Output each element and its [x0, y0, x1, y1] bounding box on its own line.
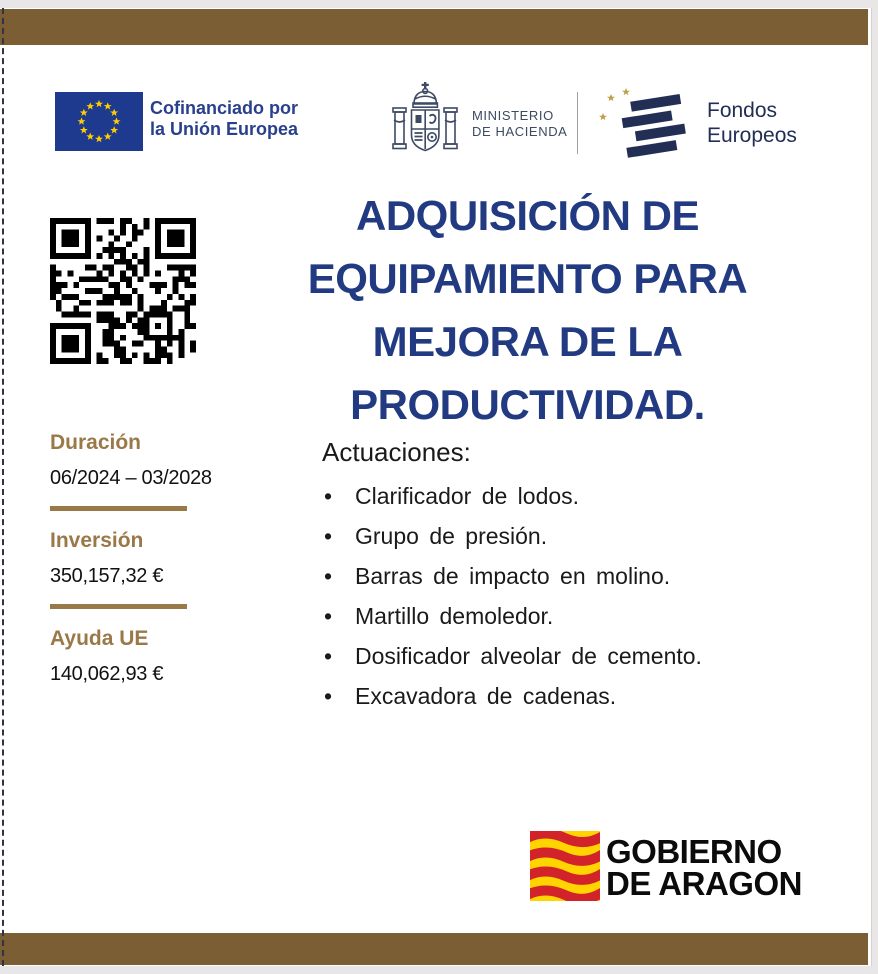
title-line: MEJORA DE LA — [372, 318, 683, 365]
dashed-selection-border — [2, 8, 4, 966]
action-item-text: Martillo demoledor. — [355, 603, 554, 629]
spain-coat-of-arms-icon — [388, 80, 462, 164]
government-line2: DE ARAGON — [606, 865, 802, 902]
investment-value: 350,157,32 € — [50, 565, 164, 587]
action-item-text: Excavadora de cadenas. — [355, 683, 617, 709]
duration-value: 06/2024 – 03/2028 — [50, 467, 212, 489]
action-item — [322, 676, 772, 716]
investment-label: Inversión — [50, 529, 144, 552]
bottom-accent-bar — [0, 933, 868, 965]
top-accent-bar — [0, 9, 868, 45]
document-page — [0, 8, 872, 966]
info-divider — [50, 506, 187, 511]
actions-heading: Actuaciones: — [322, 437, 471, 467]
eu-aid-value: 140,062,93 € — [50, 663, 164, 685]
info-divider — [50, 604, 187, 609]
eu-aid-label: Ayuda UE — [50, 627, 149, 650]
aragon-flag-icon — [530, 831, 600, 901]
action-item-text: Dosificador alveolar de cemento. — [355, 643, 702, 669]
action-item-text: Grupo de presión. — [355, 523, 548, 549]
qr-code — [50, 218, 196, 364]
eu-cofinancing-line1: Cofinanciado por — [150, 98, 298, 118]
actions-list — [322, 476, 772, 716]
title-line: EQUIPAMIENTO PARA — [307, 255, 748, 302]
funds-label — [707, 98, 797, 148]
action-item — [322, 516, 772, 556]
action-item-text: Barras de impacto en molino. — [355, 563, 671, 589]
funds-logo-icon — [596, 84, 696, 164]
action-item — [322, 556, 772, 596]
ministry-label — [472, 108, 567, 140]
government-label — [606, 833, 802, 902]
actions-section — [322, 436, 772, 716]
logo-divider — [577, 92, 578, 154]
project-title — [255, 184, 800, 436]
action-item-text: Clarificador de lodos. — [355, 483, 580, 509]
duration-label: Duración — [50, 431, 142, 454]
action-item — [322, 636, 772, 676]
title-line: PRODUCTIVIDAD. — [350, 381, 705, 428]
title-line: ADQUISICIÓN DE — [355, 192, 700, 239]
eu-flag-icon — [55, 92, 143, 151]
action-item — [322, 476, 772, 516]
ministry-line1: MINISTERIO — [472, 108, 554, 123]
project-info-panel — [50, 432, 265, 685]
ministry-line2: DE HACIENDA — [472, 124, 568, 139]
funds-line1: Fondos — [707, 99, 778, 122]
government-line1: GOBIERNO — [606, 833, 782, 870]
eu-cofinancing-label — [150, 98, 298, 140]
action-item — [322, 596, 772, 636]
funds-line2: Europeos — [707, 124, 797, 147]
eu-cofinancing-line2: la Unión Europea — [150, 119, 299, 139]
